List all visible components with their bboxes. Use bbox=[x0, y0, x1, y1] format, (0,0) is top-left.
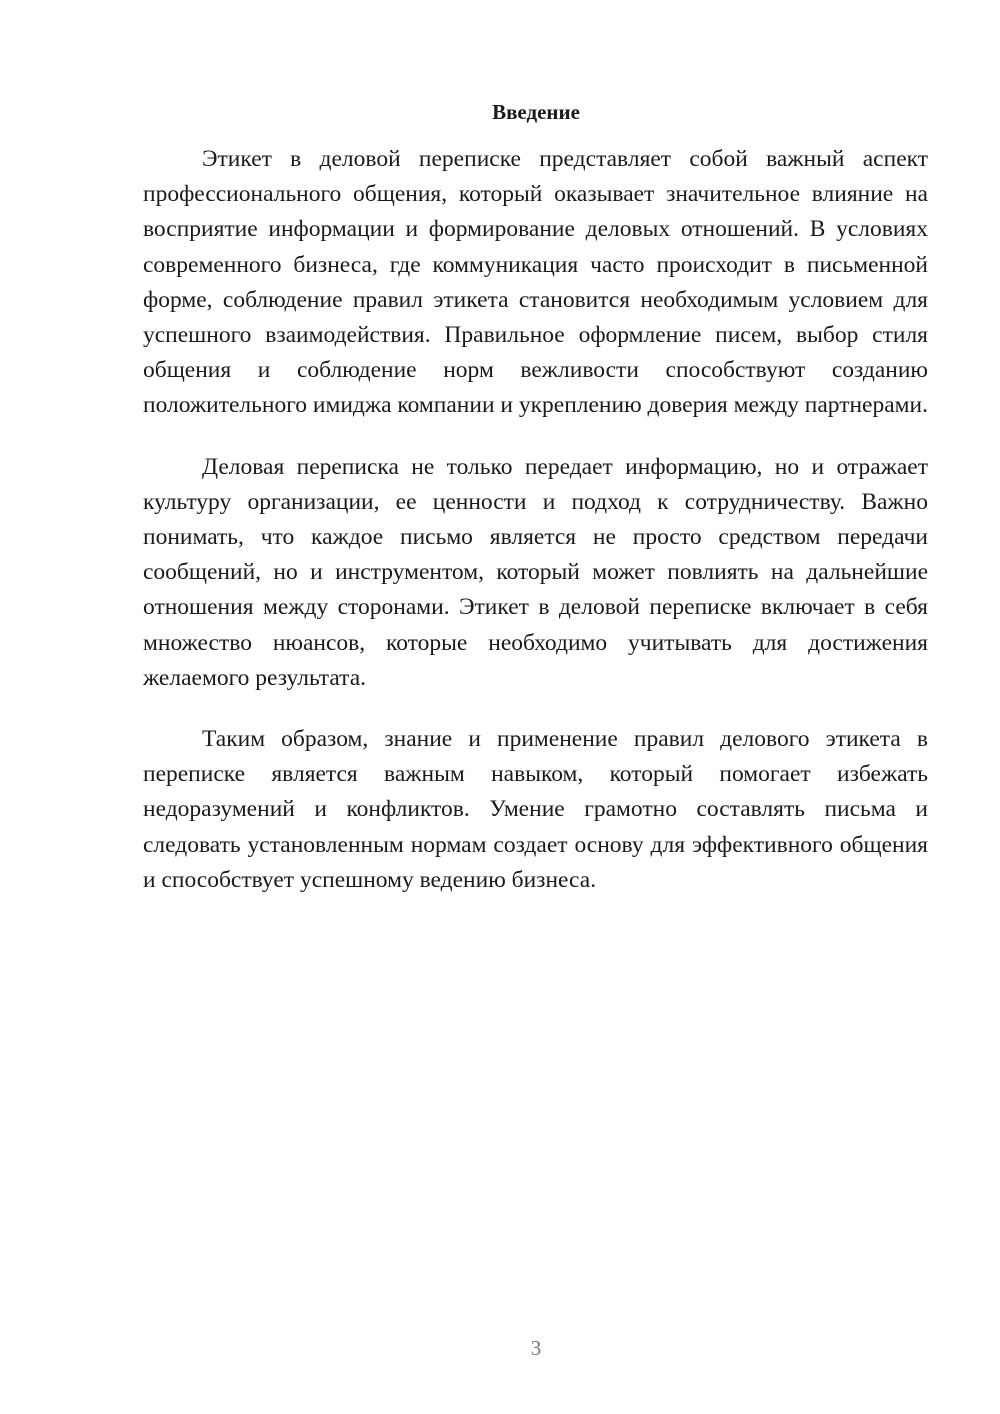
page-number: 3 bbox=[530, 1336, 542, 1360]
paragraph-3: Таким образом, знание и применение правил делового этикета в переписке является важным навыком, который помогает избежать недоразумений и конфликтов. Умение грамотно составлять письма и следовать установленным нормам создает основу для эффективного общения и способствует успешному ведению бизнеса. bbox=[143, 726, 928, 893]
paragraph-2: Деловая переписка не только передает информацию, но и отражает культуру организации, ее ценности и подход к сотрудничеству. Важно понимать, что каждое письмо является не просто средством передачи сообщений, но и инструментом, который может повлиять на дальнейшие отношения между сторонами. Этикет в деловой переписке включает в себя множество нюансов, которые необходимо учитывать для достижения желаемого результата. bbox=[143, 453, 928, 691]
body-text bbox=[143, 142, 928, 924]
paragraph-1: Этикет в деловой переписке представляет собой важный аспект профессионального общения, который оказывает значительное влияние на восприятие информации и формирование деловых отношений. В условиях современного бизнеса, где коммуникация часто происходит в письменной форме, соблюдение правил этикета становится необходимым условием для успешного взаимодействия. Правильное оформление писем, выбор стиля общения и соблюдение норм вежливости способствуют созданию положительного имиджа компании и укреплению доверия между партнерами. bbox=[143, 146, 928, 419]
section-heading: Введение bbox=[492, 100, 580, 124]
